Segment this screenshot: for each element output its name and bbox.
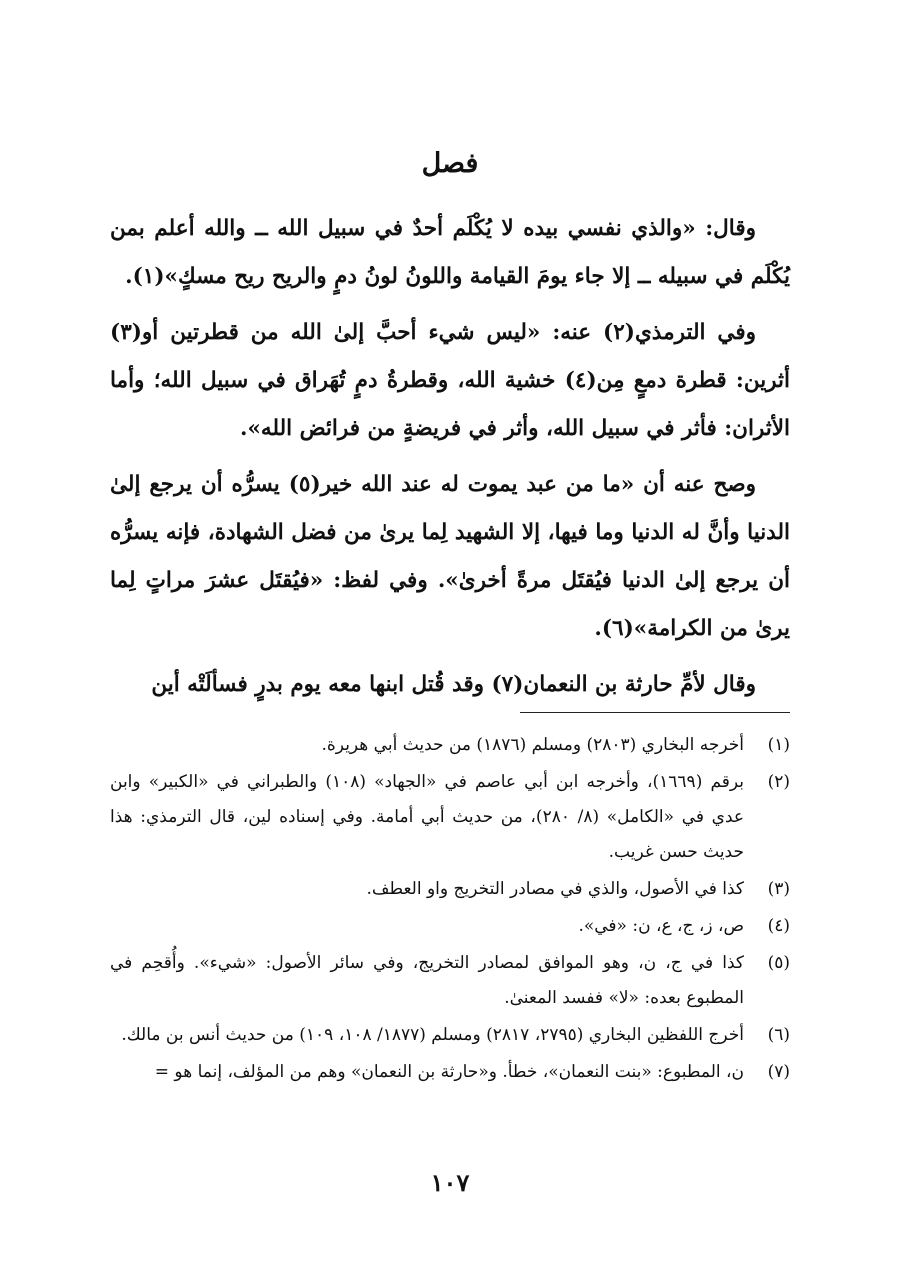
- book-page: [110, 0, 790, 1271]
- paragraph-text: وقال: «والذي نفسي بيده لا يُكْلَم أحدٌ في سبيل الله ــ والله أعلم بمن يُكْلَم في سبيله ــ إلا جاء يومَ القيامة واللونُ لونُ دمٍ والريح ريح مسكٍ»(١).: [110, 216, 790, 289]
- paragraph: [110, 309, 790, 453]
- footnote: [110, 909, 790, 944]
- footnote-number: (٦): [767, 1025, 790, 1045]
- footnote-text: كذا في ج، ن، وهو الموافق لمصادر التخريج، وفي سائر الأصول: «شيء». وأُقحِم في المطبوع بعده: «لا» ففسد المعنىٰ.: [110, 953, 744, 1008]
- footnote-separator: [520, 712, 790, 713]
- paragraph-text: وصح عنه أن «ما من عبد يموت له عند الله خير(٥) يسرُّه أن يرجع إلىٰ الدنيا وأنَّ له الدنيا وما فيها، إلا الشهيد لِما يرىٰ من فضل الشهادة، فإنه يسرُّه أن يرجع إلىٰ الدنيا فيُقتَل مرةً أخرىٰ». وفي لفظ: «فيُقتَل عشرَ مراتٍ لِما يرىٰ من الكرامة»(٦).: [110, 472, 790, 641]
- paragraph-text: وفي الترمذي(٢) عنه: «ليس شيء أحبَّ إلىٰ الله من قطرتين أو(٣) أثرين: قطرة دمعٍ مِن(٤) خشية الله، وقطرةُ دمٍ تُهَراق في سبيل الله؛ وأما الأثران: فأثر في سبيل الله، وأثر في فريضةٍ من فرائض الله».: [110, 320, 791, 441]
- footnote-number: (٤): [767, 916, 790, 936]
- footnote-number: (٥): [767, 953, 790, 973]
- footnotes: [110, 728, 790, 1092]
- paragraph: [110, 461, 790, 653]
- footnote-number: (٢): [767, 772, 790, 792]
- footnote-number: (١): [767, 735, 790, 755]
- footnote-text: برقم (١٦٦٩)، وأخرجه ابن أبي عاصم في «الجهاد» (١٠٨) والطبراني في «الكبير» وابن عدي في «الكامل» (٨/ ٢٨٠)، من حديث أبي أمامة. وفي إسناده لين، قال الترمذي: هذا حديث حسن غريب.: [110, 772, 745, 862]
- footnote-text: كذا في الأصول، والذي في مصادر التخريج واو العطف.: [366, 879, 744, 899]
- paragraph-text: وقال لأمِّ حارثة بن النعمان(٧) وقد قُتل ابنها معه يوم بدرٍ فسألَتْه أين: [151, 672, 756, 697]
- footnote-text: ص، ز، ج، ع، ن: «في».: [578, 916, 744, 936]
- footnote: [110, 1055, 790, 1090]
- main-text: [110, 205, 790, 717]
- paragraph: [110, 661, 790, 709]
- footnote-number: (٣): [767, 879, 790, 899]
- footnote-text: أخرجه البخاري (٢٨٠٣) ومسلم (١٨٧٦) من حديث أبي هريرة.: [321, 735, 744, 755]
- footnote: [110, 1018, 790, 1053]
- paragraph: [110, 205, 790, 301]
- footnote: [110, 765, 790, 870]
- footnote-text: ن، المطبوع: «بنت النعمان»، خطأ. و«حارثة بن النعمان» وهم من المؤلف، إنما هو =: [154, 1062, 744, 1082]
- section-heading: فصل: [421, 148, 479, 179]
- footnote: [110, 946, 790, 1016]
- page-number: ١٠٧: [430, 1168, 470, 1197]
- footnote: [110, 872, 790, 907]
- footnote-number: (٧): [767, 1062, 790, 1082]
- footnote-text: أخرج اللفظين البخاري (٢٧٩٥، ٢٨١٧) ومسلم (١٨٧٧/ ١٠٨، ١٠٩) من حديث أنس بن مالك.: [121, 1025, 744, 1045]
- footnote: [110, 728, 790, 763]
